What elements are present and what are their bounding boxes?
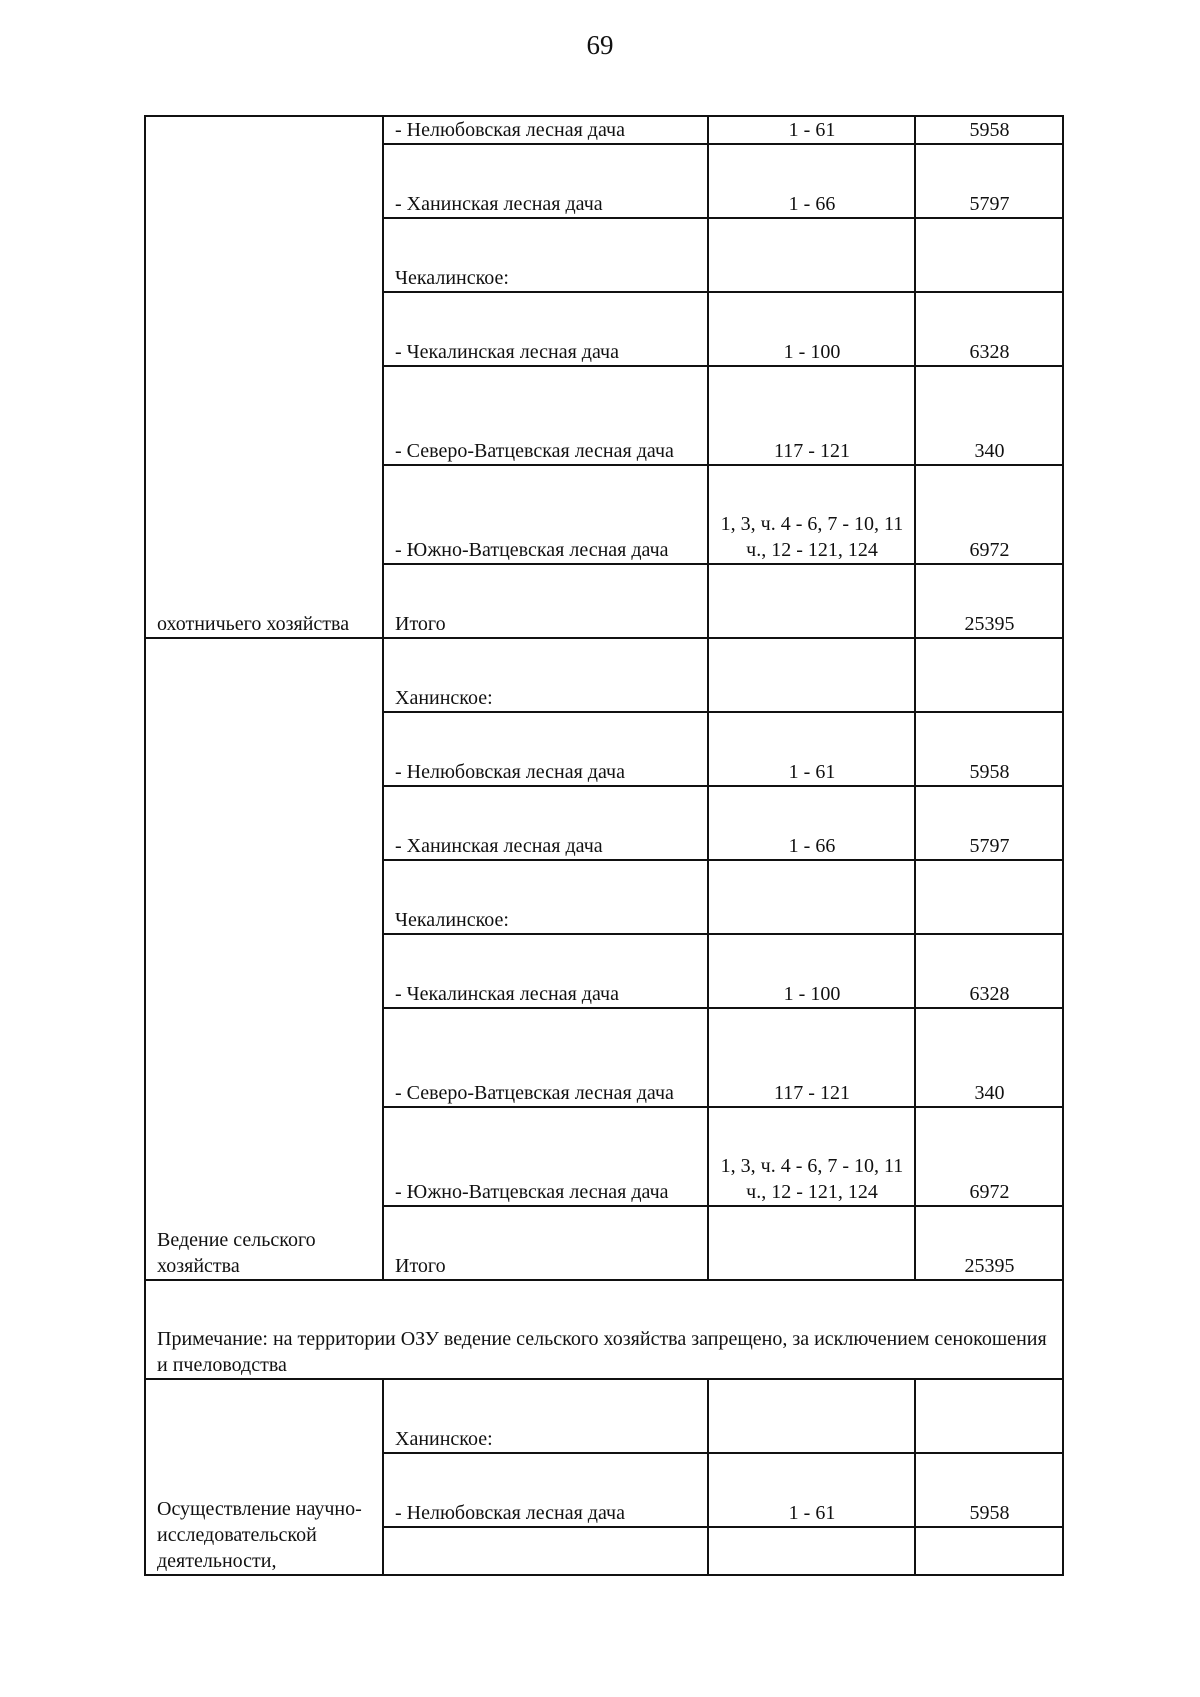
forest-name-cell: - Южно-Ватцевская лесная дача: [383, 1107, 708, 1206]
quarters-cell: [708, 638, 915, 712]
purpose-cell: охотничьего хозяйства: [145, 116, 383, 638]
quarters-cell: [708, 1379, 915, 1453]
forest-name-cell: - Южно-Ватцевская лесная дача: [383, 465, 708, 564]
area-cell: [915, 638, 1063, 712]
area-cell: 5797: [915, 144, 1063, 218]
purpose-cell: Осуществление научно-исследовательской деятельности,: [145, 1379, 383, 1575]
forest-name-cell: - Северо-Ватцевская лесная дача: [383, 1008, 708, 1107]
area-cell: 5958: [915, 1453, 1063, 1527]
quarters-cell: 1, 3, ч. 4 - 6, 7 - 10, 11 ч., 12 - 121, 124: [708, 465, 915, 564]
forest-name-cell: - Нелюбовская лесная дача: [383, 712, 708, 786]
forest-name-cell: Чекалинское:: [383, 218, 708, 292]
area-cell: [915, 1527, 1063, 1575]
forest-name-cell: - Ханинская лесная дача: [383, 144, 708, 218]
quarters-cell: 1 - 66: [708, 144, 915, 218]
quarters-cell: 117 - 121: [708, 1008, 915, 1107]
quarters-cell: [708, 860, 915, 934]
note-text: Примечание: на территории ОЗУ ведение сельского хозяйства запрещено, за исключением сенокошения и пчеловодства: [145, 1280, 1063, 1379]
area-cell: 6972: [915, 465, 1063, 564]
quarters-cell: 1, 3, ч. 4 - 6, 7 - 10, 11 ч., 12 - 121, 124: [708, 1107, 915, 1206]
quarters-cell: [708, 1206, 915, 1280]
forest-name-cell: - Ханинская лесная дача: [383, 786, 708, 860]
area-cell: 6328: [915, 934, 1063, 1008]
area-cell: 5797: [915, 786, 1063, 860]
area-cell: [915, 218, 1063, 292]
page-number: 69: [586, 30, 614, 60]
table-row: [145, 1379, 1063, 1453]
forest-name-cell: Ханинское:: [383, 638, 708, 712]
forest-name-cell: Ханинское:: [383, 1379, 708, 1453]
forest-name-cell: Чекалинское:: [383, 860, 708, 934]
table-row: [145, 116, 1063, 144]
area-cell: [915, 1379, 1063, 1453]
area-cell: 6972: [915, 1107, 1063, 1206]
quarters-cell: 1 - 100: [708, 292, 915, 366]
total-area-cell: 25395: [915, 1206, 1063, 1280]
forest-name-cell: - Чекалинская лесная дача: [383, 292, 708, 366]
quarters-cell: [708, 564, 915, 638]
area-cell: 340: [915, 1008, 1063, 1107]
forest-name-cell: - Нелюбовская лесная дача: [383, 116, 708, 144]
quarters-cell: 1 - 61: [708, 712, 915, 786]
total-label-cell: Итого: [383, 564, 708, 638]
quarters-cell: 1 - 61: [708, 116, 915, 144]
total-label-cell: Итого: [383, 1206, 708, 1280]
quarters-cell: 1 - 61: [708, 1453, 915, 1527]
quarters-cell: 1 - 66: [708, 786, 915, 860]
forest-name-cell: - Северо-Ватцевская лесная дача: [383, 366, 708, 465]
total-area-cell: 25395: [915, 564, 1063, 638]
forest-name-cell: [383, 1527, 708, 1575]
area-cell: 340: [915, 366, 1063, 465]
area-cell: [915, 860, 1063, 934]
forest-name-cell: - Нелюбовская лесная дача: [383, 1453, 708, 1527]
forest-name-cell: - Чекалинская лесная дача: [383, 934, 708, 1008]
table-row: [145, 638, 1063, 712]
quarters-cell: 117 - 121: [708, 366, 915, 465]
area-cell: 5958: [915, 116, 1063, 144]
quarters-cell: 1 - 100: [708, 934, 915, 1008]
area-cell: 6328: [915, 292, 1063, 366]
quarters-cell: [708, 1527, 915, 1575]
note-row: [145, 1280, 1063, 1379]
purpose-cell: Ведение сельского хозяйства: [145, 638, 383, 1280]
quarters-cell: [708, 218, 915, 292]
area-cell: 5958: [915, 712, 1063, 786]
forest-land-table: [144, 115, 1064, 1576]
